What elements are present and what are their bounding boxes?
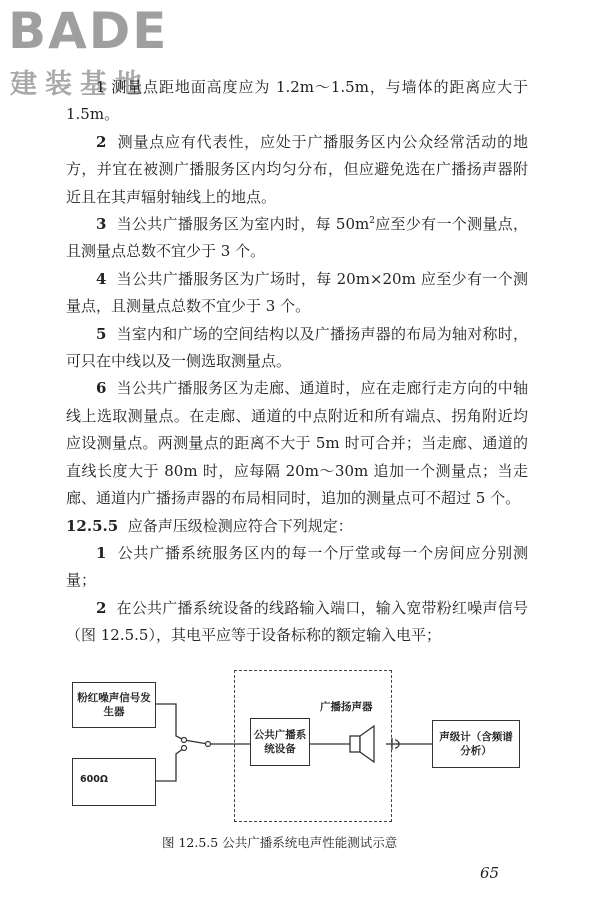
subitem-2-text: 在公共广播系统设备的线路输入端口，输入宽带粉红噪声信号（图 12.5.5），其电平应等于设备标称的额定输入电平；: [66, 598, 528, 645]
subitem-1: [66, 540, 528, 595]
speaker-label: 广播扬声器: [320, 701, 373, 713]
paragraph-5: [66, 321, 528, 376]
paragraph-3-superscript: 2: [369, 216, 375, 227]
paragraph-3-text-b: 应至少有一个测量点，且测量点总数不宜少于 3 个。: [66, 215, 528, 261]
page-number: 65: [480, 864, 500, 882]
paragraph-2: [66, 129, 528, 211]
sound-level-meter-label: 声级计（含频谱分析）: [439, 731, 513, 757]
switch-contact-bottom: [182, 746, 187, 751]
section-number: 12.5.5: [66, 516, 119, 535]
sound-level-meter-box: [432, 720, 520, 768]
pink-noise-generator-box: [72, 682, 156, 728]
switch-contact-top: [182, 738, 187, 743]
paragraph-4: [66, 266, 528, 321]
paragraph-3-text-a: 当公共广播服务区为室内时，每 50m: [116, 215, 370, 234]
paragraph-6-text: 当公共广播服务区为走廊、通道时，应在走廊行走方向的中轴线上选取测量点。在走廊、通道的中点附近和所有端点、拐角附近均应设测量点。两测量点的距离不大于 5m 时可合并；当走廊、通道的直线长度大于 80m 时，应每隔 20m～30m 追加一个测量点；当走廊、通道内广播扬声器的布局相同时，追加的测量点可不超过 5 个。: [66, 379, 528, 508]
body-text: [66, 74, 528, 650]
section-heading: [66, 513, 528, 540]
paragraph-1: [66, 74, 528, 129]
switch-blade: [184, 740, 208, 744]
paragraph-6: [66, 375, 528, 512]
paragraph-4-number: 4: [96, 269, 107, 288]
system-equipment-box: [250, 718, 310, 766]
pink-noise-generator-label: 粉红噪声信号发生器: [77, 692, 151, 718]
paragraph-5-text: 当室内和广场的空间结构以及广播扬声器的布局为轴对称时，可只在中线以及一侧选取测量点。: [66, 324, 528, 371]
paragraph-1-text: 1 测量点距地面高度应为 1.2m～1.5m，与墙体的距离应大于 1.5m。: [66, 78, 528, 124]
subitem-1-number: 1: [96, 543, 107, 562]
subitem-2-number: 2: [96, 598, 107, 617]
section-title: 应备声压级检测应符合下列规定：: [127, 516, 353, 535]
paragraph-4-text: 当公共广播服务区为广场时，每 20m×20m 应至少有一个测量点，且测量点总数不宜少于 3 个。: [66, 269, 528, 316]
logo-subtitle: 建装基地: [10, 69, 150, 100]
paragraph-5-number: 5: [96, 324, 107, 343]
subitem-2: [66, 595, 528, 650]
switch-pivot: [206, 742, 211, 747]
wire-pink-to-switch: [154, 704, 184, 740]
logo-brand: BADE: [8, 2, 169, 60]
paragraph-3-number: 3: [96, 215, 107, 234]
resistor-label: 600Ω: [80, 774, 108, 785]
paragraph-2-number: 2: [96, 132, 107, 151]
wire-resistor-to-switch: [154, 748, 184, 781]
paragraph-6-number: 6: [96, 379, 107, 398]
paragraph-2-text: 测量点应有代表性，应处于广播服务区内公众经常活动的地方，并宜在被测广播服务区内均匀分布，但应避免选在广播扬声器附近且在其声辐射轴线上的地点。: [66, 132, 528, 206]
system-equipment-label: 公共广播系统设备: [253, 729, 307, 755]
test-diagram: [66, 668, 528, 868]
paragraph-3: [66, 211, 528, 266]
subitem-1-text: 公共广播系统服务区内的每一个厅堂或每一个房间应分别测量；: [66, 543, 528, 590]
figure-caption: 图 12.5.5 公共广播系统电声性能测试示意: [162, 835, 398, 850]
